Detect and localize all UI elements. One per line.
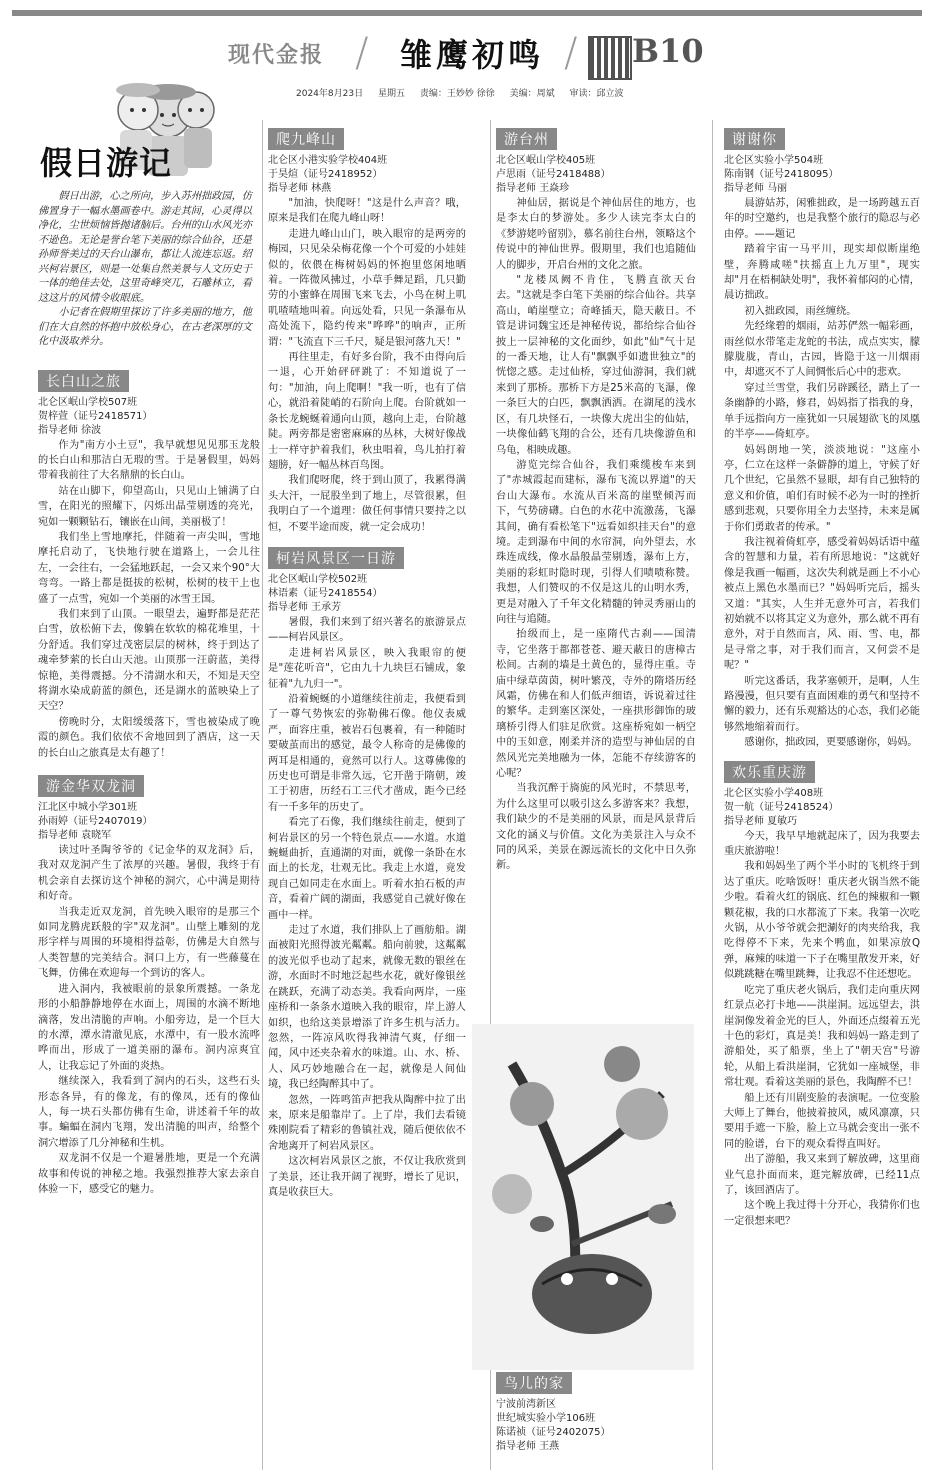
article-paragraph: 我和妈妈坐了两个半小时的飞机终于到达了重庆。吃啥饭呀！重庆老火锅当然不能少啦。看着火红的锅底、红色的辣椒和一颗颗花椒，我的口水都流了下来。我第一次吃火锅，从小爷爷就会把涮好的肉夹给我，我吃得停不下来，先来个鸭血，如果凉放Q弹，麻辣的味道一下子在嘴里散发开来，好似跳跳糖在嘴里跳舞，让我忍不住还想吃。 bbox=[724, 861, 920, 981]
bird-nest-painting-image bbox=[472, 1024, 694, 1370]
issue-weekday: 星期五 bbox=[377, 89, 405, 99]
masthead-slash: / bbox=[564, 30, 578, 76]
article-paragraph: 我们坐上雪地摩托，伴随着一声尖叫，雪地摩托启动了，飞快地行驶在道路上，一会儿往左，一会往右，一会猛地跃起，一会又来个90°大弯弯。一路上都是挺拔的松树，松树的枝干上也盛了一点雪，宛如一个美丽的冰雪王国。 bbox=[38, 531, 260, 605]
article-author: 孙雨婷（证号2407019） bbox=[38, 816, 153, 828]
intro-paragraph: 小记者在假期里探访了许多美丽的地方，他们在大自然的怀抱中放松身心，在古老深厚的文化中汲取养分。 bbox=[38, 307, 252, 347]
qr-code-icon bbox=[588, 36, 632, 80]
article-body bbox=[496, 196, 696, 874]
article-school: 北仑区实验小学504班 bbox=[724, 155, 824, 166]
article-teacher: 指导老师 王焱珍 bbox=[496, 183, 570, 194]
article-teacher: 指导老师 王承芳 bbox=[268, 601, 342, 613]
article-school: 北仑区岷山学校502班 bbox=[268, 573, 368, 585]
article-author: 卢思雨（证号2418488） bbox=[496, 169, 611, 180]
article-teacher: 指导老师 徐波 bbox=[38, 424, 102, 436]
article-body bbox=[724, 196, 920, 751]
article-paragraph: 走过了水道，我们排队上了画舫船。湖面被阳光照得波光粼粼。船向前驶，这粼粼的波光似乎也动了起来，就像无数的银丝在游，水面时不时地泛起些水花，就好像银丝在跳跃，充满了动态美。我看向两岸，一座座桥和一条条水道映入我的眼帘，岸上游人如织，也给这美景增添了许多生机与活力。忽然，一阵凉风吹得我神清气爽，仔细一闻，风中还夹杂着水的味道。山、水、桥、人、风巧妙地融合在一起，就像是人间仙境，我已经陶醉其中了。 bbox=[268, 925, 466, 1091]
article-title: 柯岩风景区一日游 bbox=[268, 547, 404, 569]
article-teacher: 指导老师 夏敏巧 bbox=[724, 815, 798, 827]
masthead-slash: / bbox=[355, 30, 369, 76]
article-paragraph: 穿过兰雪堂，我们另辟蹊径，踏上了一条幽静的小路，修君，妈妈指了指我的身，单手远指向方一座犹如一只展翅欲飞的凤凰的半亭——倚虹亭。 bbox=[724, 382, 920, 441]
article-body bbox=[268, 615, 466, 1200]
article-author: 贺梓萱（证号2418571） bbox=[38, 410, 153, 422]
article-paragraph: 进入洞内，我被眼前的景象所震撼。一条龙形的小船静静地停在水面上，周围的水滴不断地滴落，发出清脆的声响。小船旁边，是一个巨大的水潭，潭水清澈见底，水潭中，有一股水流哗哗而出，形成了一道美丽的瀑布。洞内凉爽宜人，让我忘记了外面的炎热。 bbox=[38, 983, 260, 1072]
article-school: 北仑区实验小学408班 bbox=[724, 787, 824, 799]
column-divider bbox=[712, 120, 713, 1470]
article-paragraph: 这次柯岩风景区之旅，不仅让我欣赏到了美景，还让我开阔了视野，增长了见识，真是收获巨大。 bbox=[268, 1156, 466, 1198]
section-title: 雏鹰初鸣 bbox=[400, 36, 545, 74]
article-paragraph: 初入拙政园，雨丝缠绕。 bbox=[744, 305, 857, 317]
article-paragraph: 走进柯岩风景区，映入我眼帘的便是"莲花听音"，它由九十九块巨石铺成，象征着"九九归一"。 bbox=[268, 647, 466, 690]
article-title: 游台州 bbox=[496, 128, 557, 150]
art-credit: 美编：周斌 bbox=[509, 89, 555, 99]
column-4 bbox=[724, 128, 920, 1229]
article-teacher: 指导老师 林燕 bbox=[268, 183, 332, 194]
student-painting bbox=[472, 1024, 694, 1370]
issue-info bbox=[296, 86, 636, 99]
article-body bbox=[724, 829, 920, 1230]
article-school: 北仑区小港实验学校404班 bbox=[268, 155, 388, 166]
article-author: 陈南钢（证号2418095） bbox=[724, 169, 839, 180]
article-body bbox=[38, 843, 260, 1197]
article-school: 北仑区岷山学校507班 bbox=[38, 396, 138, 408]
article-paragraph: 抬级而上，是一座隋代古刹——国清寺，它坐落于都都苍苍、避天蔽日的唐樟古松间。古刹的墙是土黄色的，显得庄重。寺庙中绿草茵茵，树叶繁茂，寺外的隋塔历经风霜，仿佛在和人们低声细语，诉说着过往的繁华。走到塞区深处，一座拱形御饰的玻璃桥引得人们驻足欣赏。这座桥宛如一柄空中的玉如意，刚柔并济的造型与神仙居的自然风光完美地融为一体，怎能不存续游客的心呢？ bbox=[496, 629, 696, 780]
column-2 bbox=[268, 128, 466, 1200]
intro-paragraph: 假日出游，心之所向，步入苏州拙政园，仿佛置身于一幅水墨画卷中。游走其间，心灵得以净化，尘世烦恼皆抛诸脑后。台州的山水风光亦不逊色。无论是誉台笔下美丽的综合仙谷，还是孙师誉美过的天台山瀑布，都让人流连忘返。绍兴柯岩景区，则是一处集自然美景与人文历史于一体的绝佳去处，这里奇峰突兀，石雕林立，看这这片的风情令收眼底。 bbox=[38, 191, 252, 304]
article-paragraph: 感谢你，拙政园，更要感谢你，妈妈。 bbox=[744, 737, 918, 749]
article-paragraph: 今天，我早早地就起床了，因为我要去重庆旅游啦！ bbox=[724, 830, 920, 858]
article-paragraph: 吃完了重庆老火锅后，我们走向重庆网红景点必打卡地——洪崖洞。远远望去，洪崖洞像发着金光的巨人，外面还点缀着五光十色的彩灯，真是美！我和妈妈一路走到了游船处，买了船票，坐上了"朝天宫"号游轮，从船上看洪崖洞，它犹如一座城堡，非常壮观。看着这美丽的景色，我陶醉不已！ bbox=[724, 984, 920, 1089]
article-author: 贺一航（证号2418524） bbox=[724, 801, 839, 813]
article-paragraph: 我们爬呀爬，终于到山顶了，我累得满头大汗，一屁股坐到了地上，尽管很累，但我明白了一个道理：做任何事情只要持之以恒，不要半途而废，就一定会成功！ bbox=[268, 475, 466, 533]
article-body bbox=[38, 438, 260, 762]
article-paragraph: 再往里走，有好多台阶，我不由得向后一退，心开始砰砰跳了：不知道说了一句："加油，向上爬啊！"我一听，也有了信心，就沿着陡峭的石阶向上爬。台阶就如一条长龙蜿蜒着通向山顶，越向上走，台阶越陡。两旁都是密密麻麻的丛林，大树好像战士一样守护着我们，秋虫唱着，鸟儿拍打着翅膀，好一幅丛林百鸟图。 bbox=[268, 352, 466, 471]
article-paragraph: 神仙居，据说是个神仙居住的地方，也是李太白的梦游处。多少人读完李太白的《梦游姥吟留别》，慕名前往台州，领略这个传说中的神仙世界。假期里，我们也追随仙人的脚步，开启台州的文化之旅。 bbox=[496, 198, 696, 271]
painting-caption bbox=[496, 1372, 696, 1454]
article-paragraph: 继续深入，我看到了洞内的石头，这些石头形态各异，有的像龙，有的像凤，还有的像仙人，每一块石头都仿佛有生命，讲述着千年的故事。蝙蝠在洞内飞翔，发出清脆的叫声，给整个洞穴增添了几分神秘和生机。 bbox=[38, 1076, 260, 1149]
article-paragraph: 船上还有川剧变脸的表演呢。一位变脸大师上了舞台，他披着披风，威风凛凛，只要用手遮一下脸，脸上立马就会变出一张不同的脸谱，台下的观众看得直叫好。 bbox=[724, 1092, 920, 1150]
article-teacher: 指导老师 袁晓军 bbox=[38, 830, 112, 842]
article-paragraph: 双龙洞不仅是一个避暑胜地，更是一个充满故事和传说的神秘之地。我强烈推荐大家去亲自体验一下，感受它的魅力。 bbox=[38, 1153, 260, 1195]
proof-credit: 审读：邱立波 bbox=[569, 89, 624, 99]
editor-credit: 责编：王妙妙 徐徐 bbox=[419, 89, 495, 99]
article-paragraph: 听完这番话，我茅塞顿开，是啊，人生路漫漫，但只要有直面困难的勇气和坚持不懈的毅力，还有乐观豁达的心态，我们必能够然地缩着而行。 bbox=[724, 675, 920, 733]
article-teacher: 指导老师 王燕 bbox=[496, 1441, 560, 1452]
article-paragraph: 忽然，一阵鸣笛声把我从陶醉中拉了出来，原来是船靠岸了。上了岸，我们去看镜殊刚院看了精彩的鲁镇社戏，随后便依依不舍地离开了柯岩风景区。 bbox=[268, 1094, 466, 1152]
column-divider bbox=[262, 120, 263, 1470]
article-title: 欢乐重庆游 bbox=[724, 761, 815, 783]
article-paragraph: 这个晚上我过得十分开心，我猜你们也一定很想来吧？ bbox=[724, 1200, 920, 1227]
article-paragraph: 读过叶圣陶爷爷的《记金华的双龙洞》后，我对双龙洞产生了浓厚的兴趣。暑假，我终于有机会亲自去探访这个神秘的洞穴，心中满是期待和好奇。 bbox=[38, 845, 260, 903]
article-paragraph: 当我走近双龙洞，首先映入眼帘的是那三个如同龙腾虎跃般的字"双龙洞"。山壁上雕刻的龙形字样与周围的环境相得益彰，仿佛是大自然与人类智慧的完美结合。洞口上方，有一些藤蔓在飞舞，仿佛在欢迎每一个到访的客人。 bbox=[38, 906, 260, 980]
article-paragraph: "加油，快爬呀！"这是什么声音？哦，原来是我们在爬九峰山呀！ bbox=[268, 198, 466, 225]
page-number: B10 bbox=[632, 32, 704, 70]
column-intro bbox=[38, 190, 260, 350]
article-title: 游金华双龙洞 bbox=[38, 775, 144, 797]
article-title: 长白山之旅 bbox=[38, 370, 129, 392]
article-paragraph: 我注视着倚虹亭，感受着妈妈话语中蕴含的智慧和力量，若有所思地说："这就好像是我画一幅画，这次失利就是画上不小心被点上黑色水墨而已？"妈妈听完后，摇头又道："其实，人生并无意外可言，若我们初始就不以将其定义为意外，那么就不再有意外，对于自然而言，风、雨、雪、电，都是寻常之事，对于我们而言，又何尝不是呢？" bbox=[724, 536, 920, 672]
article-paragraph: 妈妈朗地一笑，淡淡地说："这座小亭，仁立在这样一条僻静的道上，守候了好几个世纪，它虽然不显眼，却有自己独特的意义和价值，咱们有时候不必为一时的挫折感到悲观，只要你用全力去坚持，未来是属于你们勇敢者的传承。" bbox=[724, 444, 920, 533]
article-title: 谢谢你 bbox=[724, 128, 785, 150]
article-paragraph: 出了游船，我又来到了解放碑，这里商业气息扑面而来，逛完解放碑，已经11点了，该回酒店了。 bbox=[724, 1154, 920, 1196]
article-paragraph: 站在山脚下，仰望高山，只见山上铺满了白雪，在阳光的照耀下，闪烁出晶莹剔透的亮光，宛如一颗颗钻石，镶嵌在山间，美丽极了！ bbox=[38, 485, 260, 528]
column-1 bbox=[38, 190, 260, 1197]
article-paragraph: 沿着蜿蜒的小道继续往前走，我便看到了一尊气势恢宏的弥勒佛石像。他仪表威严，面容庄重，被岩石包裹着，有一种随时要破茧而出的感觉，最令人称奇的是佛像的两耳是相通的，竟然可以行人。这尊佛像的历史也可谓是非常久远，它开凿于隋朝，竣工于初唐，历经石工三代才凿成，距今已经有一千多年的历史了。 bbox=[268, 693, 466, 813]
article-school: 宁波前湾新区 bbox=[496, 1399, 556, 1410]
article-school: 北仑区岷山学校405班 bbox=[496, 155, 596, 166]
article-paragraph: 暑假，我们来到了绍兴著名的旅游景点——柯岩风景区。 bbox=[268, 616, 466, 644]
article-paragraph: 走进九峰山山门，映入眼帘的是两旁的梅园，只见朵朵梅花像一个个可爱的小娃娃似的，依偎在梅树妈妈的怀抱里悠闲地晒着。一阵微风拂过，小草手舞足蹈，几只勤劳的小蜜蜂在周围飞来飞去，小鸟在树上叽叽喳喳地叫着。向远处看，只见一条瀑布从高处流下，隐约传来"哗哗"的响声，正所谓："飞流直下三千尺，疑是银河落九天！" bbox=[268, 228, 466, 348]
article-paragraph: 作为"南方小土豆"，我早就想见见那玉龙般的长白山和那洁白无瑕的雪。于是暑假里，妈妈带着我前往了大名鼎鼎的长白山。 bbox=[38, 439, 260, 482]
masthead bbox=[0, 18, 934, 74]
article-author: 林语素（证号2418554） bbox=[268, 587, 383, 599]
article-paragraph: 我们来到了山顶。一眼望去，遍野都是茫茫白雪，放松俯下去，像躺在软软的棉花堆里，十分舒适。我们穿过茂密层层的树林，终于到达了魂牵梦萦的长白山天池。山顶那一汪蔚蓝，美得惊艳，美得震撼。分不清湖水和天，不知是天空将湖水染成蔚蓝的颜色，还是湖水的蓝映染上了天空？ bbox=[38, 608, 260, 713]
article-author: 世纪城实验小学106班 bbox=[496, 1413, 596, 1424]
issue-date: 2024年8月23日 bbox=[296, 89, 364, 99]
article-title: 鸟儿的家 bbox=[496, 1372, 572, 1394]
article-paragraph: 踏着宇宙一马平川，现实却似断崖绝壁，奔腾咸嗟"扶摇直上九万里"，现实却"月在梧桐缺处明"，我怀着郁闷的心情，晨访拙政。 bbox=[724, 244, 920, 302]
article-teacher: 指导老师 马丽 bbox=[724, 183, 788, 194]
column-logo-title: 假日游记 bbox=[40, 144, 173, 182]
article-paragraph: 先经缘碧的烟雨，站苏俨然一幅彩画，雨丝似水带笔走龙蛇的书法，成点实实，朦朦胧胧，青山，古园，皆隐于这一川烟雨中，却遮灭不了人间惆怅后心中的悲欢。 bbox=[724, 321, 920, 379]
article-author: 于昊煊（证号2418952） bbox=[268, 169, 383, 180]
article-title: 爬九峰山 bbox=[268, 128, 344, 150]
article-author-id: 陈诺祯（证号2402075） bbox=[496, 1427, 611, 1438]
article-school: 江北区中城小学301班 bbox=[38, 802, 138, 814]
column-3 bbox=[496, 128, 696, 874]
article-paragraph: 游览完综合仙谷，我们乘缆梭车来到了"赤城霞起而建标，瀑布飞流以界道"的天台山大瀑布。水流从百米高的崖壁倾泻而下，气势磅礴。白色的水花中流激荡，飞瀑其间，确有看松笔下"远看如织挂天台"的意境。走到瀑布中间的水帘洞，向外望去，水珠连成线，像水晶般晶莹剔透，瀑布上方，美丽的彩虹时隐时现，引得人们啧啧称赞。我想，人们赞叹的不仅是这儿的山明水秀，更是对融入了千年文化精髓的钟灵秀丽山的向往与追随。 bbox=[496, 459, 696, 625]
article-paragraph: "龙楼凤阙不肯住，飞腾直欲天台去。"这就是李白笔下美丽的综合仙谷。共享高山，峭崖壁立；奇峰插天，隐天蔽日。不管是讲词魏宝还是神秘传说，都给综合仙谷披上一层神秘的文化面纱，如此"仙"气十足的一番天地，让人有"飘飘乎如遗世独立"的恍惚之感。走过仙桥，穿过仙游洞，我们就来到了那桥。那桥下方是25米高的飞瀑，像一条巨大的白匹，飘飘洒洒。在湖尾的浅水区，有几块怪石，一块像大虎出尘的仙姑，一块像仙鹤飞翔的合公，还有几块像游鱼和乌龟，相映成趣。 bbox=[496, 275, 696, 456]
article-body bbox=[268, 196, 466, 535]
article-paragraph: 看完了石像，我们继续往前走，便到了柯岩景区的另一个特色景点——水道。水道蜿蜒曲折，直通湖的对面，就像一条卧在水面上的长龙，壮观无比。我走上水道，竟发现自己如同走在水面上。听着水拍石板的声音，看着广阔的湖面，我感觉自己就好像在画中一样。 bbox=[268, 817, 466, 921]
article-paragraph: 当我沉醉于旖旎的风光时，不禁思考，为什么这里可以吸引这么多游客来？我想，我们缺少的不是美丽的风景，而是风景背后文化的涵义与价值。文化为美景注入与众不同的风采，美景在源远流长的文化中日久弥新。 bbox=[496, 783, 696, 872]
article-paragraph: 傍晚时分，太阳缓缓落下，雪也被染成了晚霞的颜色。我们依依不舍地回到了酒店，这一天的长白山之旅真是太有趣了！ bbox=[38, 716, 260, 759]
paper-name: 现代金报 bbox=[228, 42, 325, 68]
top-rule bbox=[12, 10, 922, 16]
article-paragraph: 晨游姑苏，闲雅拙政，是一场跨越五百年的时空邀约，也是我整个旅行的隐忍与必由停。——题记 bbox=[724, 198, 920, 240]
